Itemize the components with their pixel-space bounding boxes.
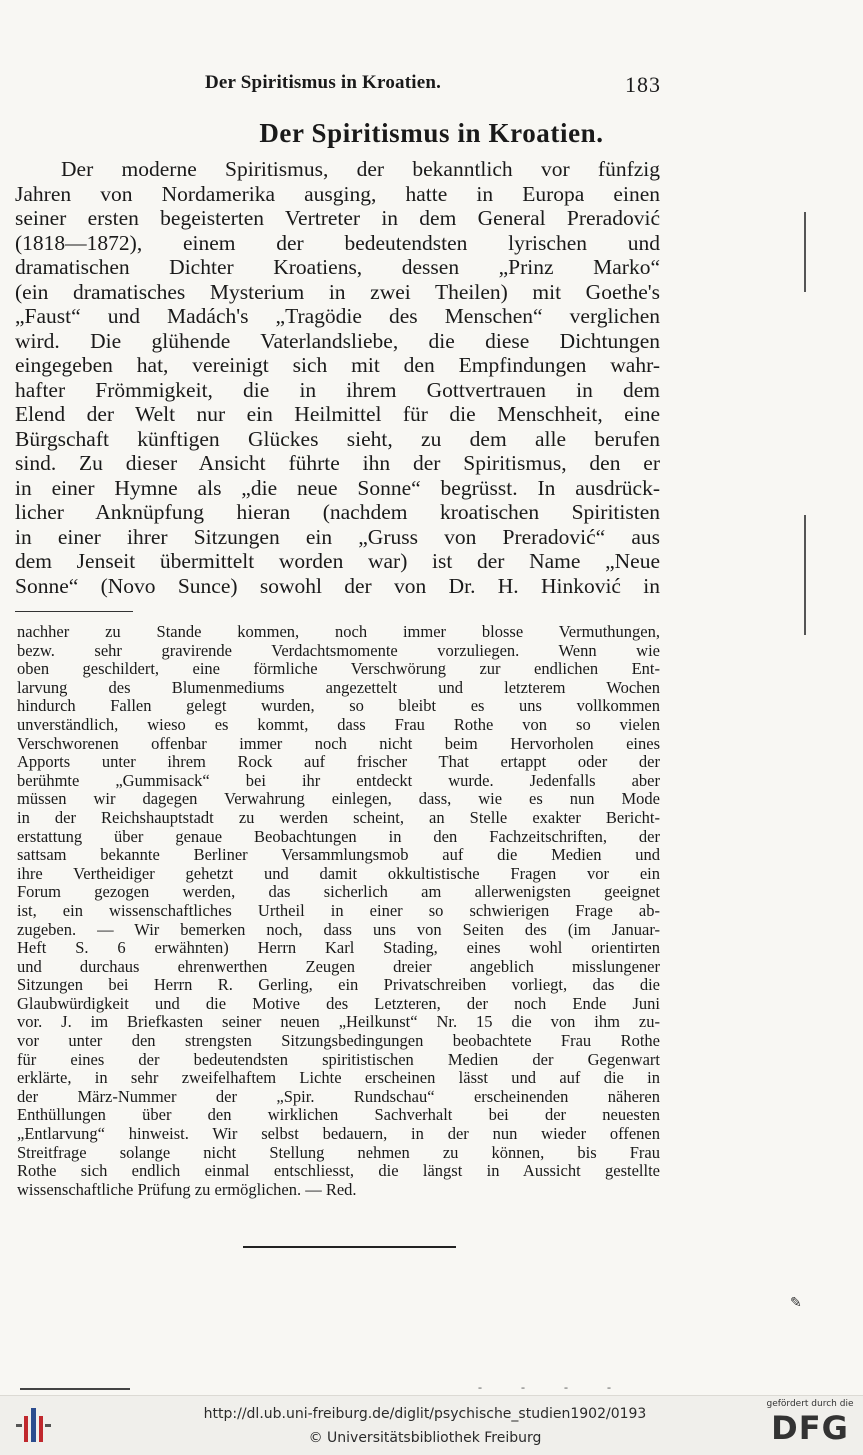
body-line: licher Anknüpfung hieran (nachdem kroatischen Spiritisten: [15, 500, 660, 524]
article-body: [15, 157, 660, 598]
university-library-logo-icon: [14, 1402, 54, 1448]
footnote-line: vor unter den strengsten Sitzungsbedingungen beobachtete Frau Rothe: [17, 1032, 660, 1051]
footnote-line: der März-Nummer der „Spir. Rundschau“ erscheinenden näheren: [17, 1087, 660, 1106]
body-line: Der moderne Spiritismus, der bekanntlich vor fünfzig: [61, 157, 660, 181]
footnote-line: Streitfrage solange nicht Stellung nehmen zu können, bis Frau: [17, 1143, 660, 1162]
footnote-line: berühmte „Gummisack“ bei ihr entdeckt wurde. Jedenfalls aber: [17, 771, 660, 790]
body-line: dramatischen Dichter Kroatiens, dessen „Prinz Marko“: [15, 255, 660, 279]
body-line: wird. Die glühende Vaterlandsliebe, die diese Dichtungen: [15, 328, 660, 353]
footnote-line: Glaubwürdigkeit und die Motive des Letzteren, der noch Ende Juni: [17, 994, 660, 1013]
body-line: Jahren von Nordamerika ausging, hatte in Europa einen: [15, 181, 660, 206]
bottom-rule: [20, 1388, 130, 1390]
dfg-logo: DFG: [771, 1409, 849, 1447]
body-line: in einer Hymne als „die neue Sonne“ begrüsst. In ausdrück-: [15, 475, 660, 500]
copyright-notice: © Universitätsbibliothek Freiburg: [308, 1430, 542, 1446]
body-line: eingegeben hat, vereinigt sich mit den Empfindungen wahr-: [15, 353, 660, 377]
footnote-line: sattsam bekannte Berliner Versammlungsmob auf die Medien und: [17, 846, 660, 865]
page-number: 183: [625, 72, 661, 97]
footnote-line: „Entlarvung“ hinweist. Wir selbst bedauern, in der nun wieder offenen: [17, 1125, 660, 1144]
footnote-line: ihre Vertheidiger gehetzt und damit okkultistische Fragen vor ein: [17, 864, 660, 883]
body-line: Bürgschaft künftigen Glückes sieht, zu dem alle berufen: [15, 426, 660, 451]
body-line: (ein dramatisches Mysterium in zwei Theilen) mit Goethe's: [15, 279, 660, 304]
body-line: sind. Zu dieser Ansicht führte ihn der Spiritismus, den er: [15, 451, 660, 475]
footnote-line: hindurch Fallen gelegt wurden, so bleibt es uns vollkommen: [17, 697, 660, 716]
footnote-line: und durchaus ehrenwerthen Zeugen dreier angeblich misslungener: [17, 957, 660, 976]
footnote-line: Apports unter ihrem Rock auf frischer That ertappt oder der: [17, 753, 660, 772]
footnote-line: bezw. sehr gravirende Verdachtsmomente vorzuliegen. Wenn wie: [17, 641, 660, 660]
footnote-line: oben geschildert, eine förmliche Verschwörung zur endlichen Ent-: [17, 660, 660, 679]
footnote-line: ist, ein wissenschaftliches Urtheil in einer so schwierigen Frage ab-: [17, 901, 660, 920]
margin-mark: [804, 515, 806, 635]
source-url[interactable]: http://dl.ub.uni-freiburg.de/diglit/psychische_studien1902/0193: [203, 1406, 647, 1422]
footnote-line: erklärte, in sehr zweifelhaftem Lichte erscheinen lässt und auf die in: [17, 1069, 660, 1088]
body-line: „Faust“ und Madách's „Tragödie des Menschen“ verglichen: [15, 304, 660, 328]
footnote-line: wissenschaftliche Prüfung zu ermöglichen. — Red.: [17, 1180, 357, 1199]
bottom-dots: - - - -: [478, 1380, 629, 1394]
footnote-line: Enthüllungen über den wirklichen Sachverhalt bei der neuesten: [17, 1106, 660, 1125]
body-line: Elend der Welt nur ein Heilmittel für die Menschheit, eine: [15, 402, 660, 426]
body-line: hafter Frömmigkeit, die in ihrem Gottvertrauen in dem: [15, 377, 660, 402]
running-head: [205, 72, 661, 102]
footnote-line: larvung des Blumenmediums angezettelt und letzterem Wochen: [17, 678, 660, 697]
footnote-line: Rothe sich endlich einmal entschliesst, die längst in Aussicht gestellte: [17, 1162, 660, 1181]
body-line: in einer ihrer Sitzungen ein „Gruss von Preradović“ aus: [15, 524, 660, 549]
stray-mark: ✎: [790, 1296, 802, 1311]
footnote-line: nachher zu Stande kommen, noch immer blosse Vermuthungen,: [17, 623, 660, 641]
footnote-line: müssen wir dagegen Verwahrung einlegen, dass, wie es nun Mode: [17, 790, 660, 809]
footnote-line: zugeben. — Wir bemerken noch, dass uns von Seiten des (im Januar-: [17, 920, 660, 939]
funding-caption: gefördert durch die: [766, 1399, 854, 1409]
footnote: [17, 623, 660, 1199]
footnote-divider: [15, 611, 133, 612]
footnote-line: Forum gezogen werden, das sicherlich am allerwenigsten geeignet: [17, 883, 660, 902]
footnote-line: vor. J. im Briefkasten seiner neuen „Heilkunst“ Nr. 15 die von ihm zu-: [17, 1013, 660, 1032]
body-line: dem Jenseit übermittelt worden war) ist der Name „Neue: [15, 549, 660, 573]
footnote-line: in der Reichshauptstadt zu werden scheint, an Stelle exakter Bericht-: [17, 808, 660, 827]
footnote-line: unverständlich, wieso es kommt, dass Frau Rothe von so vielen: [17, 715, 660, 734]
footnote-line: Verschworenen offenbar immer noch nicht beim Hervorholen eines: [17, 734, 660, 753]
end-rule: [243, 1246, 456, 1248]
footnote-line: Sitzungen bei Herrn R. Gerling, ein Privatschreiben vorliegt, das die: [17, 976, 660, 995]
body-line: Sonne“ (Novo Sunce) sowohl der von Dr. H. Hinković in: [15, 573, 660, 598]
footnote-line: für eines der bedeutendsten spiritistischen Medien der Gegenwart: [17, 1050, 660, 1069]
footnote-line: erstattung über genaue Beobachtungen in den Fachzeitschriften, der: [17, 827, 660, 846]
body-line: (1818—1872), einem der bedeutendsten lyrischen und: [15, 230, 660, 255]
margin-mark: [804, 212, 806, 292]
footnote-line: Heft S. 6 erwähnten) Herrn Karl Stading, eines wohl orientirten: [17, 939, 660, 958]
running-head-title: Der Spiritismus in Kroatien.: [205, 72, 442, 93]
body-line: seiner ersten begeisterten Vertreter in dem General Preradović: [15, 206, 660, 230]
article-title: Der Spiritismus in Kroatien.: [259, 118, 604, 148]
footer-bar: [0, 1395, 863, 1455]
